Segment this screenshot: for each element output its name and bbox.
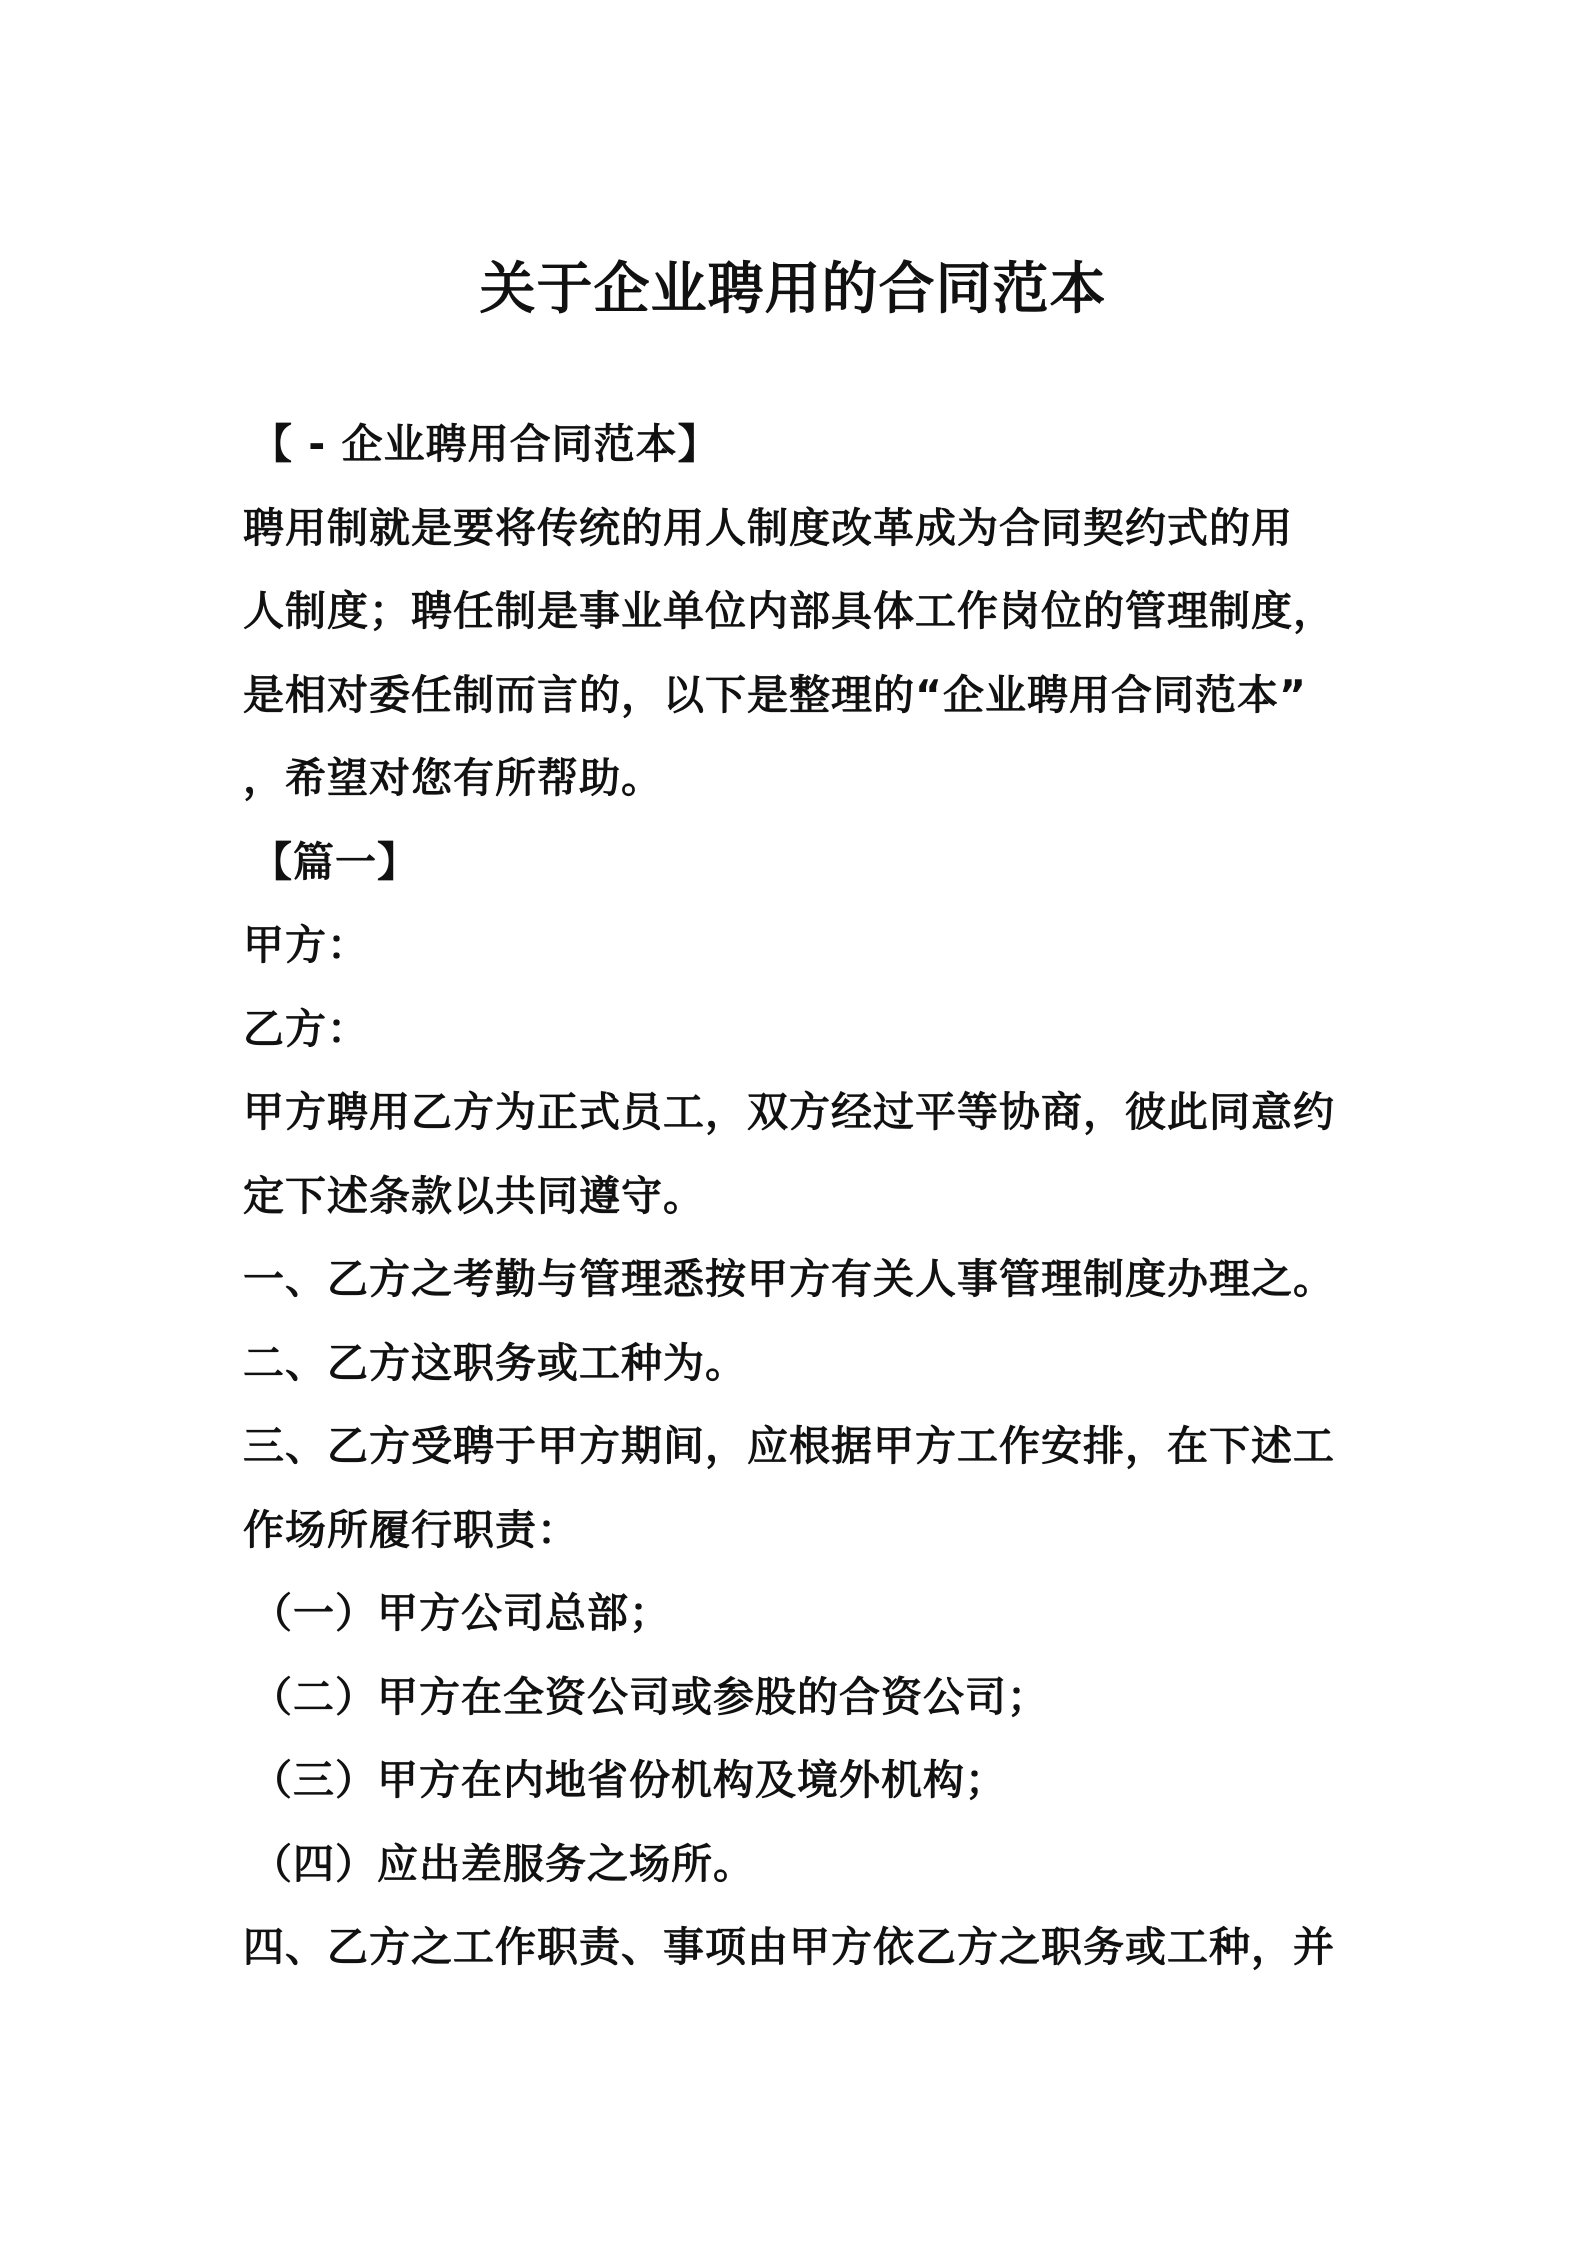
sub-clause-line: （二）甲方在全资公司或参股的合资公司； xyxy=(251,1672,1049,1721)
sub-clause-line: （三）甲方在内地省份机构及境外机构； xyxy=(251,1756,1007,1804)
sub-clause-line: （四）应出差服务之场所。 xyxy=(251,1839,755,1888)
paragraph-line: 聘用制就是要将传统的用人制度改革成为合同契约式的用 xyxy=(243,503,1293,552)
section-header-line: 【 - 企业聘用合同范本】 xyxy=(251,420,720,468)
party-b-line: 乙方： xyxy=(243,1004,369,1053)
chapter-heading-line: 【篇一】 xyxy=(251,837,419,886)
clause-line: 三、乙方受聘于甲方期间，应根据甲方工作安排，在下述工 xyxy=(243,1422,1335,1470)
clause-line: 二、乙方这职务或工种为。 xyxy=(243,1338,747,1387)
party-a-line: 甲方： xyxy=(243,921,369,969)
clause-line: 一、乙方之考勤与管理悉按甲方有关人事管理制度办理之。 xyxy=(243,1255,1335,1303)
paragraph-line: ，希望对您有所帮助。 xyxy=(243,754,663,802)
paragraph-line: 定下述条款以共同遵守。 xyxy=(243,1171,705,1220)
clause-line: 四、乙方之工作职责、事项由甲方依乙方之职务或工种，并 xyxy=(243,1923,1335,1971)
clause-line: 作场所履行职责： xyxy=(243,1505,579,1554)
paragraph-line: 甲方聘用乙方为正式员工，双方经过平等协商，彼此同意约 xyxy=(243,1088,1335,1136)
document-body xyxy=(243,403,1353,1990)
document-title: 关于企业聘用的合同范本 xyxy=(479,257,1107,322)
sub-clause-line: （一）甲方公司总部； xyxy=(251,1589,671,1637)
paragraph-line: 人制度；聘任制是事业单位内部具体工作岗位的管理制度， xyxy=(243,587,1335,635)
paragraph-line: 是相对委任制而言的，以下是整理的“企业聘用合同范本” xyxy=(243,670,1307,719)
